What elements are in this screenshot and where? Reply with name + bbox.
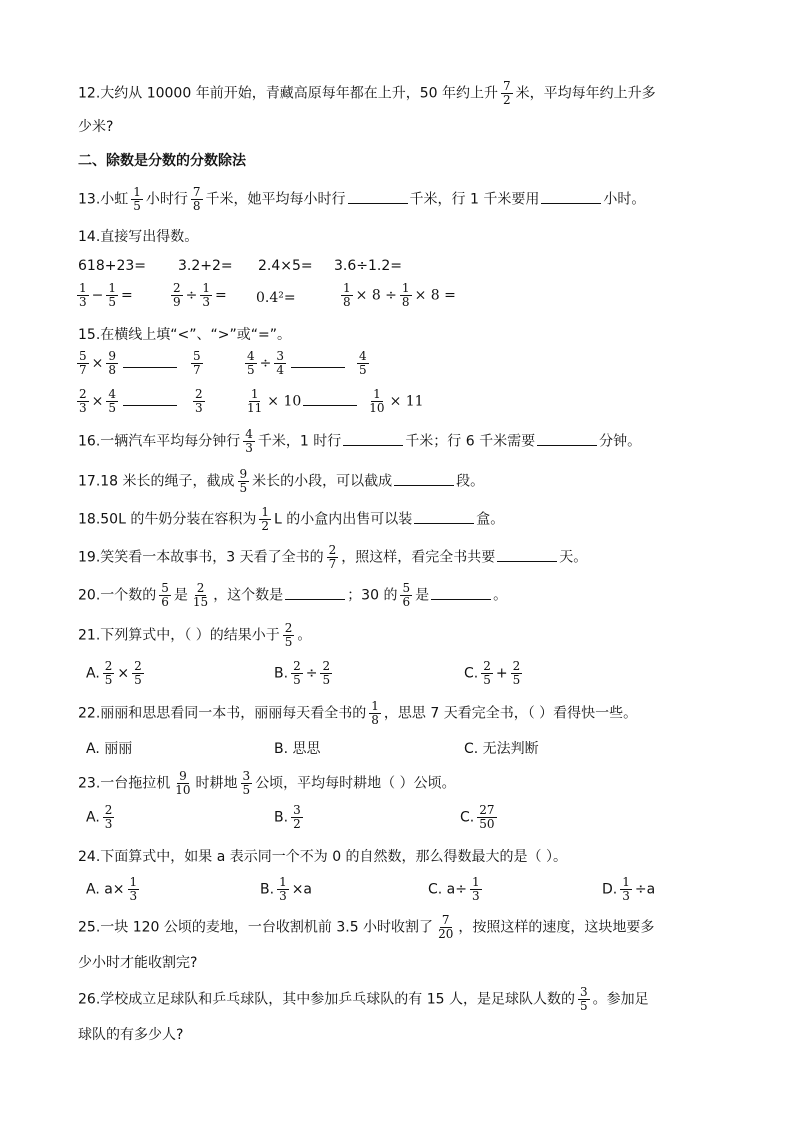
answer-blank[interactable]	[123, 391, 177, 406]
compare-item: $\frac{5}{7}$ × $\frac{9}{8}$ $\frac{5}{7}$	[79, 349, 201, 378]
question-24: 24.下面算式中，如果 a 表示同一个不为 0 的自然数，那么得数最大的是（ ）。	[78, 849, 568, 865]
option-b[interactable]: B. $\frac{3}{2}$	[274, 803, 301, 832]
fraction: $\frac{7}{2}$	[502, 79, 511, 108]
question-15-title: 15.在横线上填“<”、“>”或“=”。	[78, 327, 291, 343]
option-c[interactable]: C. 无法判断	[464, 741, 539, 757]
question-19: 19.笑笑看一本故事书，3 天看了全书的 $\frac{2}{7}$ ，照这样，看完全书共要 天。	[78, 543, 588, 572]
question-26: 26.学校成立足球队和乒乓球队，其中参加乒乓球队的有 15 人，是足球队人数的 $\frac{3}{5}$ 。参加足	[78, 985, 649, 1014]
option-c[interactable]: C. a÷ $\frac{1}{3}$	[428, 875, 480, 904]
question-18: 18.50L 的牛奶分装在容积为 $\frac{1}{2}$ L 的小盒内出售可以装 盒。	[78, 505, 505, 534]
calc-item: 3.2+2=	[178, 258, 233, 274]
fraction: $\frac{1}{5}$	[133, 185, 141, 214]
answer-blank[interactable]	[541, 189, 601, 204]
answer-blank[interactable]	[303, 391, 357, 406]
calc-item: $\frac{2}{9}$ ÷ $\frac{1}{3}$ =	[173, 281, 227, 310]
calc-item: 618+23=	[78, 258, 146, 274]
answer-blank[interactable]	[348, 189, 408, 204]
section-title: 二、除数是分数的分数除法	[78, 153, 246, 169]
compare-item: $\frac{1}{11}$ × 10 $\frac{1}{10}$ × 11	[247, 387, 424, 416]
calc-item: $\frac{1}{3}$ − $\frac{1}{5}$ =	[79, 281, 133, 310]
question-26-cont: 球队的有多少人?	[78, 1027, 184, 1043]
question-12: 12.大约从 10000 年前开始，青藏高原每年都在上升，50 年约上升 $\frac{7}{2}$ 米，平均每年约上升多	[78, 79, 656, 108]
question-14-title: 14.直接写出得数。	[78, 229, 199, 245]
compare-item: $\frac{2}{3}$ × $\frac{4}{5}$ $\frac{2}{3}$	[79, 387, 203, 416]
question-13: 13.小虹 $\frac{1}{5}$ 小时行 $\frac{7}{8}$ 千米，她平均每小时行 千米，行 1 千米要用 小时。	[78, 185, 646, 214]
option-a[interactable]: A. a× $\frac{1}{3}$	[86, 875, 138, 904]
option-d[interactable]: D. $\frac{1}{3}$ ÷a	[602, 875, 656, 904]
answer-blank[interactable]	[291, 353, 345, 368]
option-a[interactable]: A. $\frac{2}{3}$	[86, 803, 113, 832]
option-c[interactable]: C. $\frac{27}{50}$	[460, 803, 495, 832]
calc-item: $\frac{1}{8}$ × 8 ÷ $\frac{1}{8}$ × 8 =	[343, 281, 456, 310]
answer-blank[interactable]	[343, 431, 403, 446]
question-21: 21.下列算式中，（ ）的结果小于 $\frac{2}{5}$ 。	[78, 621, 312, 650]
question-16: 16.一辆汽车平均每分钟行 $\frac{4}{3}$ 千米，1 时行 千米；行 6 千米需要 分钟。	[78, 427, 642, 456]
answer-blank[interactable]	[497, 547, 557, 562]
calc-item: 2.4×5=	[258, 258, 313, 274]
question-25: 25.一块 120 公顷的麦地，一台收割机前 3.5 小时收割了 $\frac{7}{20}$ ，按照这样的速度，这块地要多	[78, 913, 655, 942]
answer-blank[interactable]	[123, 353, 177, 368]
answer-blank[interactable]	[394, 471, 454, 486]
question-12-cont: 少米?	[78, 119, 114, 135]
option-a[interactable]: A. 丽丽	[86, 741, 133, 757]
option-b[interactable]: B. 思思	[274, 741, 321, 757]
answer-blank[interactable]	[414, 509, 474, 524]
option-a[interactable]: A. $\frac{2}{5}$ × $\frac{2}{5}$	[86, 659, 142, 688]
fraction: $\frac{7}{8}$	[192, 185, 201, 214]
question-23: 23.一台拖拉机 $\frac{9}{10}$ 时耕地 $\frac{3}{5}$ 公顷，平均每时耕地（ ）公顷。	[78, 769, 456, 798]
answer-blank[interactable]	[431, 585, 491, 600]
calc-item: 3.6÷1.2=	[334, 258, 402, 274]
answer-blank[interactable]	[537, 431, 597, 446]
option-b[interactable]: B. $\frac{1}{3}$ ×a	[260, 875, 313, 904]
question-22: 22.丽丽和思思看同一本书，丽丽每天看全书的 $\frac{1}{8}$ ，思思 7 天看完全书，（ ）看得快一些。	[78, 699, 638, 728]
option-c[interactable]: C. $\frac{2}{5}$ + $\frac{2}{5}$	[464, 659, 521, 688]
calc-item: 0.4²=	[256, 290, 296, 306]
answer-blank[interactable]	[285, 585, 345, 600]
question-20: 20.一个数的 $\frac{5}{6}$ 是 $\frac{2}{15}$ ，这个数是 ；30 的 $\frac{5}{6}$ 是 。	[78, 581, 508, 610]
question-25-cont: 少小时才能收割完?	[78, 955, 198, 971]
question-17: 17.18 米长的绳子，截成 $\frac{9}{5}$ 米长的小段，可以截成 段。	[78, 467, 485, 496]
compare-item: $\frac{4}{5}$ ÷ $\frac{3}{4}$ $\frac{4}{5}$	[247, 349, 367, 378]
option-b[interactable]: B. $\frac{2}{5}$ ÷ $\frac{2}{5}$	[274, 659, 331, 688]
